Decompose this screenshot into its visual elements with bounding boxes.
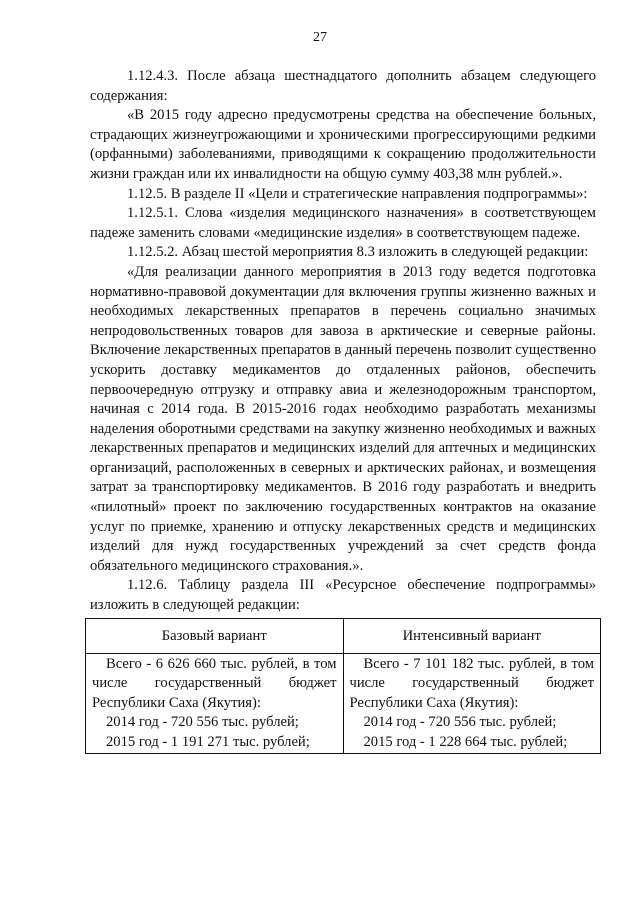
paragraph-1-12-5: 1.12.5. В разделе II «Цели и стратегические направления подпрограммы»: bbox=[127, 185, 588, 202]
header-intensive-variant: Интенсивный вариант bbox=[343, 618, 601, 653]
document-body bbox=[90, 67, 596, 754]
intensive-total: Всего - 7 101 182 тыс. рублей, в том числе государственный бюджет Республики Саха (Якутия): bbox=[349, 655, 594, 711]
intensive-2014: 2014 год - 720 556 тыс. рублей; bbox=[363, 714, 557, 731]
resource-table bbox=[85, 618, 601, 754]
base-2015: 2015 год - 1 191 271 тыс. рублей; bbox=[106, 734, 310, 750]
paragraph-1-12-5-1: 1.12.5.1. Слова «изделия медицинского назначения» в соответствующем падеже заменить словами «медицинские изделия» в соответствующем падеже. bbox=[90, 205, 596, 241]
table-header-row bbox=[86, 618, 601, 653]
quote-measure-8-3: «Для реализации данного мероприятия в 2013 году ведется подготовка нормативно-правовой документации для включения группы жизненно важных и необходимых лекарственных препаратов в перечень социально значимых непродовольственных товаров для завоза в арктические и северные районы. Включение лекарственных препаратов в данный перечень позволит существенно ускорить доставку медикаментов до отдаленных районов, обеспечить первоочередную отгрузку и отправку авиа и железнодорожным транспортом, начиная с 2014 года. В 2015-2016 годах необходимо разработать механизмы наделения оборотными средствами на закупку жизненно необходимых и важных лекарственных препаратов и медицинских изделий для аптечных и медицинских организаций, расположенных в северных и арктических районах, и возмещения затрат за транспортировку медикаментов. В 2016 году разработать и внедрить «пилотный» проект по заключению государственных контрактов на оказание услуг по приемке, хранению и отпуску лекарственных средств и медицинских изделий для нужд государственных учреждений за счет средств фонда обязательного медицинского страхования.». bbox=[90, 263, 596, 574]
base-total: Всего - 6 626 660 тыс. рублей, в том числе государственный бюджет Республики Саха (Якутия): bbox=[92, 655, 337, 711]
paragraph-1-12-5-2: 1.12.5.2. Абзац шестой мероприятия 8.3 изложить в следующей редакции: bbox=[127, 244, 589, 261]
table-row bbox=[86, 653, 601, 753]
paragraph-1-12-4-3: 1.12.4.3. После абзаца шестнадцатого дополнить абзацем следующего содержания: bbox=[90, 68, 596, 104]
base-2014: 2014 год - 720 556 тыс. рублей; bbox=[106, 714, 299, 731]
cell-base-variant bbox=[86, 653, 344, 753]
paragraph-1-12-6: 1.12.6. Таблицу раздела III «Ресурсное обеспечение подпрограммы» изложить в следующей редакции: bbox=[90, 577, 596, 614]
header-base-variant: Базовый вариант bbox=[86, 618, 344, 653]
page-number: 27 bbox=[313, 30, 327, 45]
quote-orphan-diseases: «В 2015 году адресно предусмотрены средства на обеспечение больных, страдающих жизнеугрожающими и хроническими прогрессирующими редкими (орфанными) заболеваниями, приводящими к сокращению продолжительности жизни граждан или их инвалидности на общую сумму 403,38 млн рублей.». bbox=[90, 107, 596, 182]
cell-intensive-variant bbox=[343, 653, 601, 753]
intensive-2015: 2015 год - 1 228 664 тыс. рублей; bbox=[363, 734, 568, 750]
